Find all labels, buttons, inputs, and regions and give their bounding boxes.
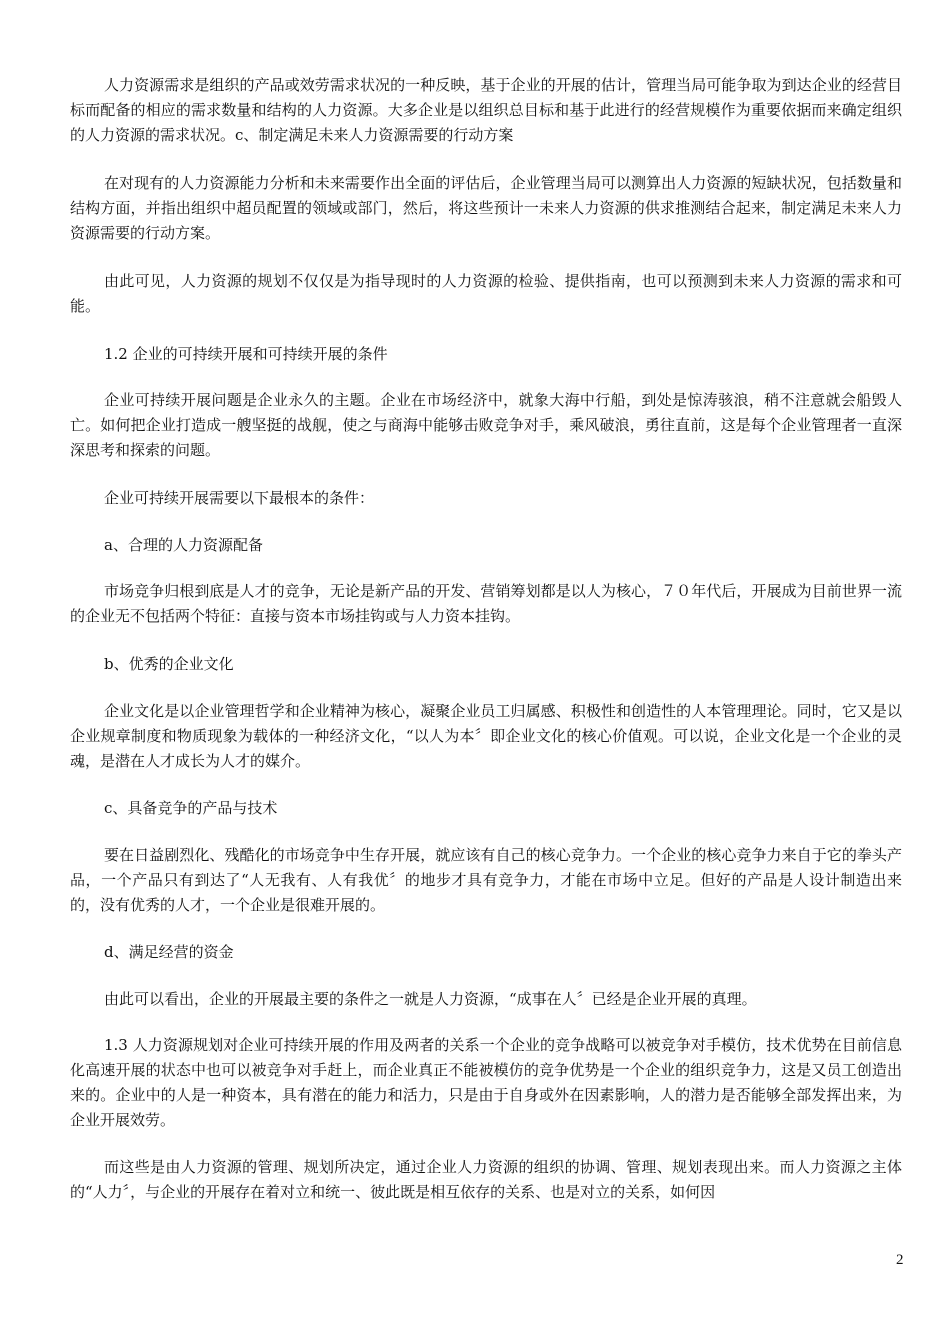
list-heading-d: d、满足经营的资金 <box>104 943 234 961</box>
paragraph-core-competence: 要在日益剧烈化、残酷化的市场竞争中生存开展，就应该有自己的核心竞争力。一个企业的核心竞争力来自于它的拳头产品，一个产品只有到达了“人无我有、人有我优〞的地步才具有竞争力，才能在市场中立足。但好的产品是人设计制造出来的，没有优秀的人才，一个企业是很难开展的。 <box>70 846 902 914</box>
paragraph-planning-summary: 由此可见，人力资源的规划不仅仅是为指导现时的人力资源的检验、提供指南，也可以预测到未来人力资源的需求和可能。 <box>70 272 902 315</box>
paragraph-corporate-culture: 企业文化是以企业管理哲学和企业精神为核心，凝聚企业员工归属感、积极性和创造性的人本管理理论。同时，它又是以企业规章制度和物质现象为载体的一种经济文化，“以人为本〞即企业文化的核心价值观。可以说，企业文化是一个企业的灵魂，是潜在人才成长为人才的媒介。 <box>70 702 902 770</box>
list-heading-a: a、合理的人力资源配备 <box>104 536 263 554</box>
paragraph-hr-management: 而这些是由人力资源的管理、规划所决定，通过企业人力资源的组织的协调、管理、规划表现出来。而人力资源之主体的“人力〞，与企业的开展存在着对立和统一、彼此既是相互依存的关系、也是对立的关系，如何因 <box>70 1158 902 1201</box>
section-heading-1-2: 1.2 企业的可持续开展和可持续开展的条件 <box>104 345 388 363</box>
section-paragraph-1-3: 1.3 人力资源规划对企业可持续开展的作用及两者的关系一个企业的竞争战略可以被竞争对手模仿，技术优势在目前信息化高速开展的状态中也可以被竞争对手赶上，而企业真正不能被模仿的竞争优势是一个企业的组织竞争力，这是又员工创造出来的。企业中的人是一种资本，具有潜在的能力和活力，只是由于自身或外在因素影响，人的潜力是否能够全部发挥出来，为企业开展效劳。 <box>70 1036 902 1129</box>
list-heading-b: b、优秀的企业文化 <box>104 655 234 673</box>
paragraph-talent-competition: 市场竞争归根到底是人才的竞争，无论是新产品的开发、营销筹划都是以人为核心，７０年代后，开展成为目前世界一流的企业无不包括两个特征：直接与资本市场挂钩或与人力资本挂钩。 <box>70 582 902 625</box>
paragraph-conditions-intro: 企业可持续开展需要以下最根本的条件： <box>104 489 375 507</box>
paragraph-sustainable-development: 企业可持续开展问题是企业永久的主题。企业在市场经济中，就象大海中行船，到处是惊涛骇浪，稍不注意就会船毁人亡。如何把企业打造成一艘坚挺的战舰，使之与商海中能够击败竞争对手，乘风破浪，勇往直前，这是每个企业管理者一直深深思考和探索的问题。 <box>70 391 902 459</box>
paragraph-conclusion: 由此可以看出，企业的开展最主要的条件之一就是人力资源，“成事在人〞已经是企业开展的真理。 <box>104 990 757 1008</box>
paragraph-action-plan: 在对现有的人力资源能力分析和未来需要作出全面的评估后，企业管理当局可以测算出人力资源的短缺状况，包括数量和结构方面，并指出组织中超员配置的领域或部门，然后，将这些预计一未来人力资源的供求推测结合起来，制定满足未来人力资源需要的行动方案。 <box>70 174 902 242</box>
page-number: 2 <box>896 1252 904 1268</box>
paragraph-hr-demand: 人力资源需求是组织的产品或效劳需求状况的一种反映，基于企业的开展的估计，管理当局可能争取为到达企业的经营目标而配备的相应的需求数量和结构的人力资源。大多企业是以组织总目标和基于此进行的经营规模作为重要依据而来确定组织的人力资源的需求状况。c、制定满足未来人力资源需要的行动方案 <box>70 76 902 144</box>
list-heading-c: c、具备竞争的产品与技术 <box>104 799 278 817</box>
